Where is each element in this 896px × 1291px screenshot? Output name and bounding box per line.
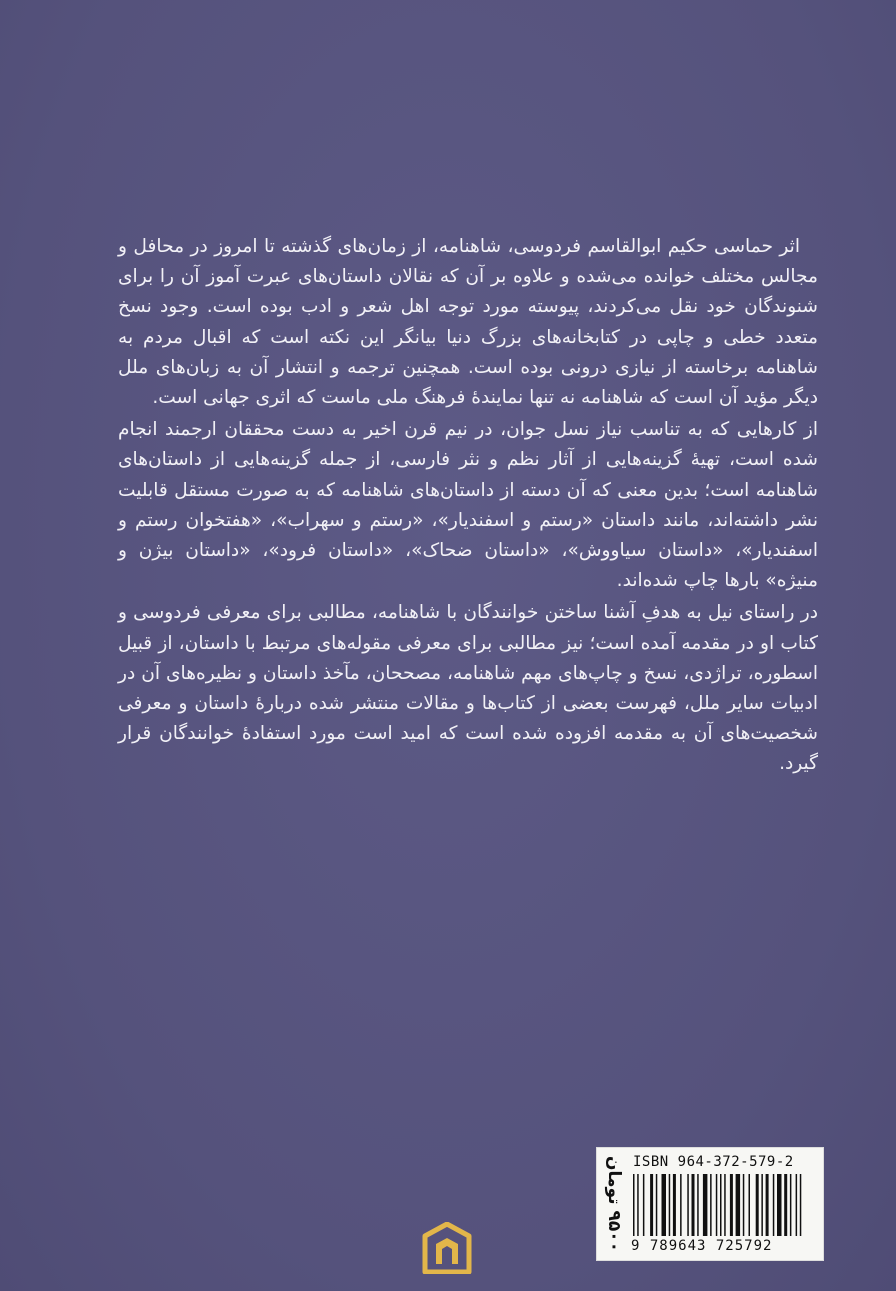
barcode-bar (784, 1174, 787, 1236)
isbn-label: ISBN 964-372-579-2 (633, 1154, 794, 1170)
barcode-bar (703, 1174, 708, 1236)
barcode-bar (643, 1174, 645, 1236)
price-label-wrap (599, 1152, 629, 1256)
barcode-bar (777, 1174, 782, 1236)
barcode-bar (790, 1174, 792, 1236)
barcode-bar (650, 1174, 653, 1236)
barcode-bar (736, 1174, 741, 1236)
barcode-bar (692, 1174, 695, 1236)
barcode-bar (669, 1174, 671, 1236)
barcode-sticker (596, 1147, 824, 1261)
barcode-bar (766, 1174, 769, 1236)
price-label: ۹۵۰۰ تومان (604, 1156, 624, 1252)
barcode-bar (633, 1174, 635, 1236)
barcode-bar (724, 1174, 726, 1236)
barcode-bar (743, 1174, 745, 1236)
barcode-bar (773, 1174, 775, 1236)
barcode-bar (673, 1174, 676, 1236)
barcode-bar (710, 1174, 712, 1236)
barcode-bar (680, 1174, 682, 1236)
barcode-bar (662, 1174, 667, 1236)
barcode-bar (749, 1174, 751, 1236)
barcode-bar (761, 1174, 763, 1236)
barcode-bar (697, 1174, 699, 1236)
blurb-paragraph-1: اثر حماسی حکیم ابوالقاسم فردوسی، شاهنامه، از زمان‌های گذشته تا امروز در محافل و مجالس مختلف خوانده می‌شده و علاوه بر آن که نقالان داستان‌های عبرت آموز آن را برای شنوندگان خود نقل می‌کردند، پیوسته مورد توجه اهل شعر و ادب بوده است. وجود نسخ متعدد خطی و چاپی در کتابخانه‌های بزرگ دنیا بیانگر این نکته است که اقبال مردم به شاهنامه برخاسته از نیازی درونی بوده است. همچنین ترجمه و انتشار آن به زبان‌های ملل دیگر مؤید آن است که شاهنامه نه تنها نمایندهٔ فرهنگ ملی ماست که اثری جهانی است. (118, 236, 818, 409)
blurb-text (118, 232, 818, 782)
barcode-bar (656, 1174, 658, 1236)
barcode-bar (720, 1174, 722, 1236)
ean-digits: 9 789643 725792 (631, 1238, 773, 1254)
barcode-bars (633, 1174, 815, 1236)
blurb-paragraph-2: از کارهایی که به تناسب نیاز نسل جوان، در نیم قرن اخیر به دست محققان ارجمند انجام شده است، تهیهٔ گزینه‌هایی از آثار نظم و نثر فارسی، از جمله گزینه‌هایی از داستان‌های شاهنامه است؛ بدین معنی که آن دسته از داستان‌های شاهنامه که به صورت مستقل قابلیت نشر داشته‌اند، مانند داستان «رستم و اسفندیار»، «رستم و سهراب»، «هفتخوان رستم و اسفندیار»، «داستان سیاووش»، «داستان ضحاک»، «داستان فرود»، «داستان بیژن و منیژه» بارها چاپ شده‌اند. (118, 419, 818, 592)
blurb-paragraph-3: در راستای نیل به هدفِ آشنا ساختن خوانندگان با شاهنامه، مطالبی برای معرفی فردوسی و کتاب او در مقدمه آمده است؛ نیز مطالبی برای معرفی مقوله‌های مرتبط با داستان، از قبیل اسطوره، تراژدی، نسخ و چاپ‌های مهم شاهنامه، مصححان، مآخذ داستان و نظیره‌های آن در ادبیات سایر ملل، فهرست بعضی از کتاب‌ها و مقالات منتشر شده دربارهٔ داستان و معرفی شخصیت‌های آن به مقدمه افزوده شده است که امید است مورد استفادهٔ خوانندگان قرار گیرد. (118, 602, 818, 775)
barcode-bar (687, 1174, 689, 1236)
barcode-bar (730, 1174, 733, 1236)
barcode-bar (800, 1174, 802, 1236)
publisher-logo-icon (421, 1222, 473, 1274)
barcode-bar (796, 1174, 798, 1236)
barcode-bar (756, 1174, 759, 1236)
barcode-bar (716, 1174, 718, 1236)
barcode-bar (637, 1174, 639, 1236)
